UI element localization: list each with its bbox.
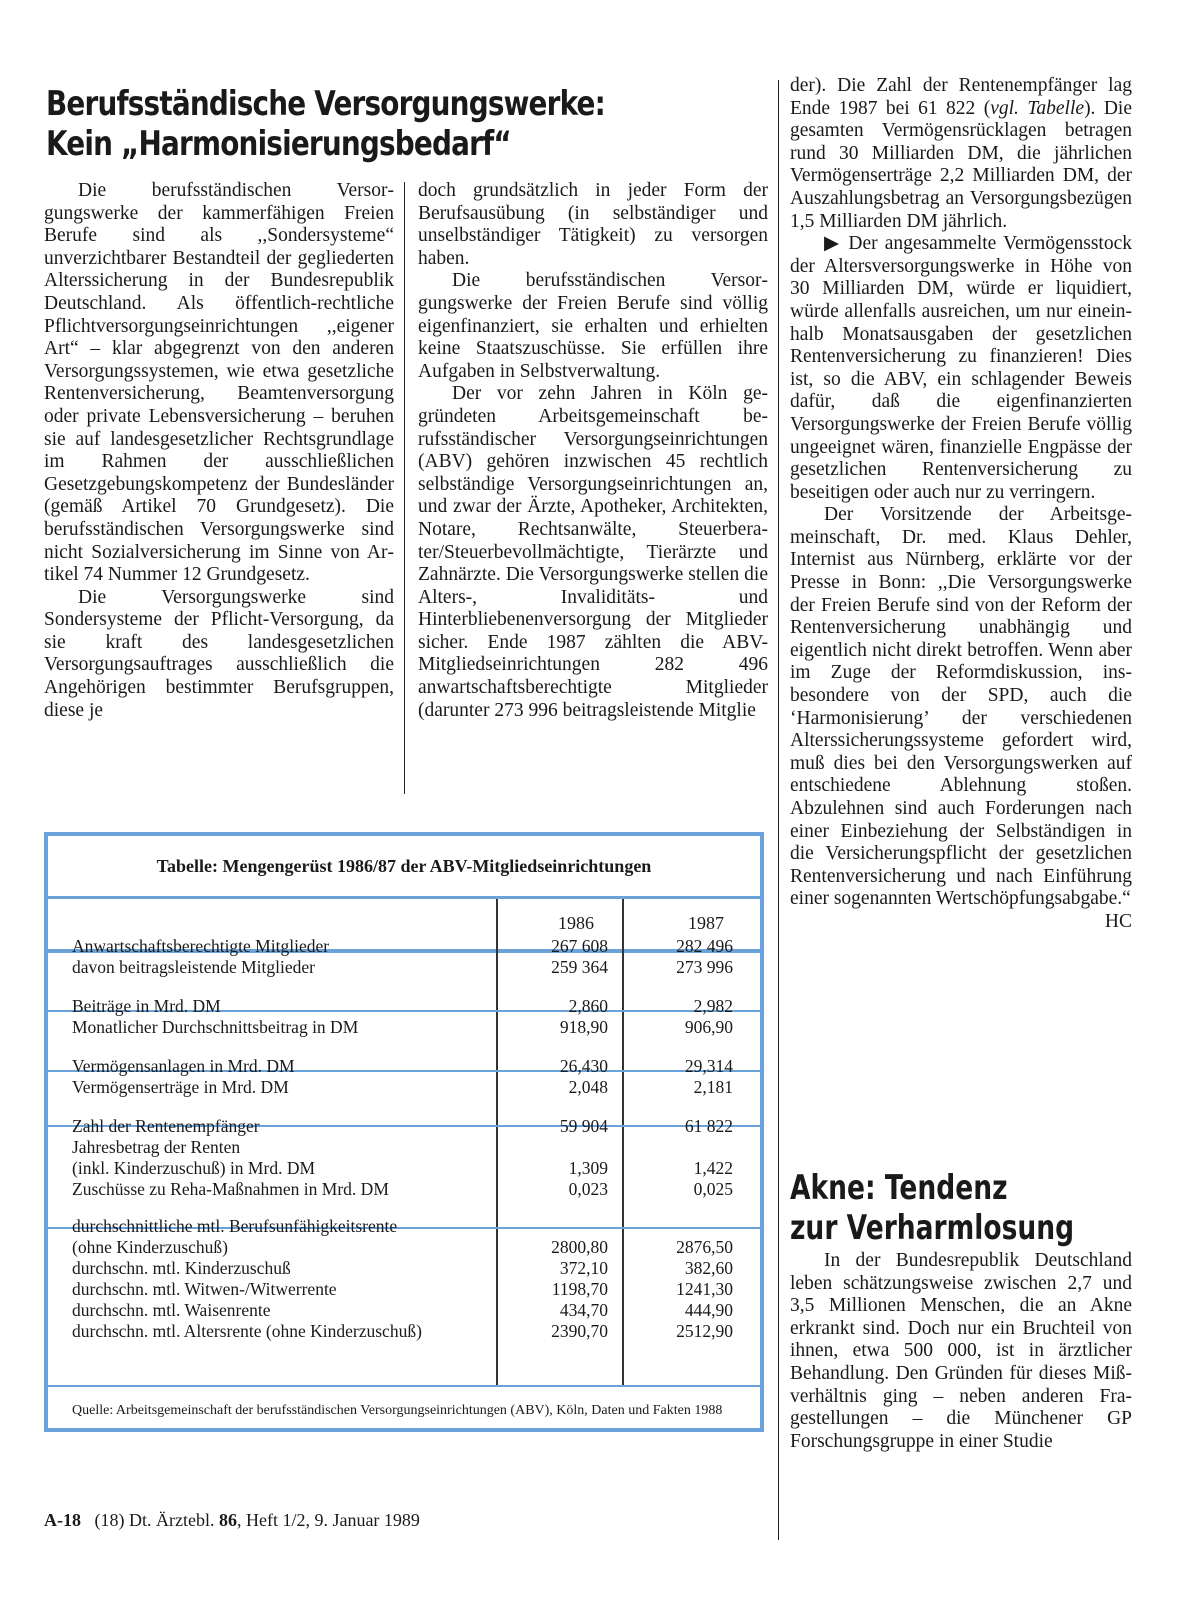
value-1986: 2800,80 — [551, 1237, 608, 1257]
value-1986: 2,860 — [568, 996, 608, 1016]
value-1986: 26,430 — [559, 1056, 608, 1076]
row-label: (inkl. Kinderzuschuß) in Mrd. DM — [72, 1158, 316, 1178]
author-initials: HC — [1104, 910, 1132, 932]
row-label: Zuschüsse zu Reha-Maßnahmen in Mrd. DM — [72, 1179, 389, 1199]
akne-headline-line-1: Akne: Tendenz — [790, 1168, 1008, 1208]
text-column-akne — [790, 1250, 1132, 1480]
value-1987: 2,982 — [693, 996, 733, 1016]
paragraph: Die berufsständischen Versorgungswerke der Freien Berufe sind völlig eigenfinanziert, sie erhalten und erhielten keine Staatszuschüsse. Sie erfüllen ihre Aufgaben in Selbstverwaltung. — [418, 270, 768, 382]
year-header-1987: 1987 — [688, 913, 724, 933]
value-1986: 2,048 — [568, 1077, 608, 1097]
text-run: der). Die Zahl der Rentenempfänger lag Ende 1987 bei 61 822 ( — [790, 75, 1132, 119]
paragraph — [790, 504, 1132, 932]
table-source: Quelle: Arbeitsgemeinschaft der berufsständischen Versorgungseinrichtungen (ABV), Köln, Daten und Fakten 1988 — [72, 1403, 723, 1418]
value-1987: 29,314 — [684, 1056, 733, 1076]
paragraph: ▶ Der angesammelte Vermögensstock der Altersversorgungswerke in Höhe von 30 Milliarden DM, würde er liquidiert, würde allenfalls ausreichen, um nur eineinhalb Monatsausgaben der gesetzlichen Rentenversicherung zu finanzieren! Dies ist, so die ABV, ein schlagender Beweis dafür, daß die eigenfinanzierten Versorgungswerke der Freien Berufe völlig ungeeignet wären, finanzielle Engpässe der gesetzlichen Rentenversicherung zu beseitigen oder auch nur zu verringern. — [790, 233, 1132, 503]
value-1987: 273 996 — [676, 957, 733, 977]
value-1986: 1,309 — [568, 1158, 608, 1178]
year-header-1986: 1986 — [558, 913, 594, 933]
paragraph: Die Versorgungswerke sind Sondersysteme der Pflicht-Versorgung, da sie kraft des landesgesetzlichen Versorgungsauftrages ausschließlich die Angehörigen bestimmter Berufsgruppen, diese je — [44, 586, 394, 721]
paragraph: Die berufsständischen Versorgungswerke der kammerfähigen Freien Berufe sind als ,,Sondersysteme“ unverzichtbarer Bestandteil der gegliederten Alterssicherung in der Bundesrepublik Deutschland. Als öffentlich-rechtliche Pflichtversorgungseinrichtungen ,,eigener Art“ – klar abgegrenzt von den anderen Versorgungssystemen, wie etwa gesetzliche Rentenversicherung, Beamtenversorgung oder private Lebensversicherung – beruhen sie auf landesgesetzlicher Rechtsgrundlage im Rahmen der ausschließlichen Gesetzgebungskompetenz der Bundesländer (gemäß Artikel 70 Grundgesetz). Die berufsständischen Versorgungswerke sind nicht Sozialversicherung im Sinne von Artikel 74 Nummer 12 Grundgesetz. — [44, 180, 394, 586]
value-1987: 444,90 — [684, 1300, 733, 1320]
text-column-2 — [418, 180, 768, 806]
row-label: durchschn. mtl. Witwen-/Witwerrente — [72, 1279, 337, 1299]
value-1987: 61 822 — [684, 1116, 733, 1136]
row-label: Vermögenserträge in Mrd. DM — [72, 1077, 289, 1097]
value-1987: 0,025 — [693, 1179, 733, 1199]
row-label: Anwartschaftsberechtigte Mitglieder — [72, 936, 330, 956]
value-1986: 259 364 — [551, 957, 608, 977]
value-1987: 1241,30 — [676, 1279, 733, 1299]
headline-line-2: Kein „Harmonisierungsbedarf“ — [46, 124, 511, 164]
row-label: durchschn. mtl. Waisenrente — [72, 1300, 271, 1320]
row-label: Jahresbetrag der Renten — [72, 1137, 241, 1157]
akne-headline-line-2: zur Verharmlosung — [790, 1208, 1075, 1248]
value-1987: 1,422 — [693, 1158, 733, 1178]
column-divider — [404, 182, 405, 794]
value-1987: 2876,50 — [676, 1237, 733, 1257]
value-1986: 59 904 — [559, 1116, 608, 1136]
row-label: davon beitragsleistende Mitglieder — [72, 957, 315, 977]
table-title: Tabelle: Mengengerüst 1986/87 der ABV-Mitgliedseinrichtungen — [48, 836, 760, 899]
issue-date: , Heft 1/2, 9. Januar 1989 — [236, 1510, 420, 1530]
text-column-1 — [44, 180, 394, 806]
text-column-3 — [790, 75, 1132, 1135]
article-headline — [46, 84, 636, 164]
journal-volume: 86 — [218, 1510, 237, 1530]
row-label: Beiträge in Mrd. DM — [72, 996, 221, 1016]
paragraph: doch grundsätzlich in jeder Form der Berufsausübung (in selbständiger und unselbständiger Tätigkeit) zu versorgen haben. — [418, 180, 768, 269]
value-1986: 0,023 — [568, 1179, 608, 1199]
value-1986: 1198,70 — [551, 1279, 608, 1299]
column-divider — [778, 80, 779, 1540]
value-1986: 2390,70 — [551, 1321, 608, 1341]
italic-reference: vgl. Tabelle — [990, 97, 1085, 119]
value-1987: 906,90 — [684, 1017, 733, 1037]
value-1986: 434,70 — [559, 1300, 608, 1320]
page-number: A-18 — [44, 1510, 81, 1530]
journal-name: (18) Dt. Ärztebl. — [94, 1510, 215, 1530]
value-1986: 267 608 — [551, 936, 608, 956]
data-table — [44, 832, 764, 1432]
paragraph: In der Bundesrepublik Deutschland leben schätzungsweise zwischen 2,7 und 3,5 Millionen Menschen, die an Akne erkrankt sind. Doch nur ein Bruchteil von ihnen, etwa 500 000, ist in ärztlicher Behandlung. Den Gründen für dieses Mißverhältnis ging – neben anderen Fragestellungen – die Münchener GP Forschungsgruppe in einer Studie — [790, 1250, 1132, 1452]
row-label: durchschn. mtl. Kinderzuschuß — [72, 1258, 291, 1278]
text-run: ). Die gesamten Vermögensrücklagen betragen rund 30 Milliarden DM, die jährlichen Vermögenserträge 2,2 Milliarden DM, der Auszahlungsbetrag an Versorgungsbezügen 1,5 Milliarden DM jährlich. — [790, 97, 1132, 232]
row-label: Vermögensanlagen in Mrd. DM — [72, 1056, 295, 1076]
paragraph — [790, 75, 1132, 233]
row-label: Monatlicher Durchschnittsbeitrag in DM — [72, 1017, 359, 1037]
paragraph: Der vor zehn Jahren in Köln gegründeten Arbeitsgemeinschaft berufsständischer Versorgungseinrichtungen (ABV) gehören inzwischen 45 rechtlich selbständige Versorgungseinrichtungen an, und zwar der Ärzte, Apotheker, Architekten, Notare, Rechtsanwälte, Steuerberater/Steuerbevollmächtigte, Tierärzte und Zahnärzte. Die Versorgungswerke stellen die Alters-, Invaliditäts- und Hinterbliebenenversorgung der Mitglieder sicher. Ende 1987 zählten die ABV-Mitgliedseinrichtungen 282 496 anwartschaftsberechtigte Mitglieder (darunter 273 996 beitragsleistende Mitglie — [418, 383, 768, 721]
value-1987: 2512,90 — [676, 1321, 733, 1341]
value-1986: 372,10 — [559, 1258, 608, 1278]
row-label: (ohne Kinderzuschuß) — [72, 1237, 228, 1257]
value-1987: 282 496 — [676, 936, 733, 956]
quote-text: Der Vorsitzende der Arbeitsgemeinschaft, Dr. med. Klaus Dehler, Internist aus Nürnberg, erklärte vor der Presse in Bonn: ,,Die Versorgungswerke der Freien Berufe sind von der Reform der Rentenversicherung unabhängig und eigentlich nicht direkt betroffen. Wenn aber im Zuge der Reformdiskussion, insbesondere von der SPD, auch die ‘Harmonisierung’ der verschiedenen Alterssicherungssysteme gefordert wird, muß dies bei den Versorgungswerken auf entschiedene Ablehnung stoßen. Abzulehnen sind auch Forderungen nach einer Einbeziehung der Selbständigen in die Versicherungspflicht der gesetzlichen Rentenversicherung und nach Einführung einer sogenannten Wertschöpfungsabgabe.“ — [790, 504, 1132, 910]
headline-line-1: Berufsständische Versorgungswerke: — [46, 84, 605, 124]
page-footer — [44, 1510, 420, 1531]
row-label: Zahl der Rentenempfänger — [72, 1116, 260, 1136]
value-1987: 2,181 — [693, 1077, 733, 1097]
row-label: durchschn. mtl. Altersrente (ohne Kinderzuschuß) — [72, 1321, 422, 1341]
value-1987: 382,60 — [684, 1258, 733, 1278]
article-headline-akne — [790, 1168, 1102, 1248]
value-1986: 918,90 — [559, 1017, 608, 1037]
row-label: durchschnittliche mtl. Berufsunfähigkeitsrente — [72, 1216, 398, 1236]
